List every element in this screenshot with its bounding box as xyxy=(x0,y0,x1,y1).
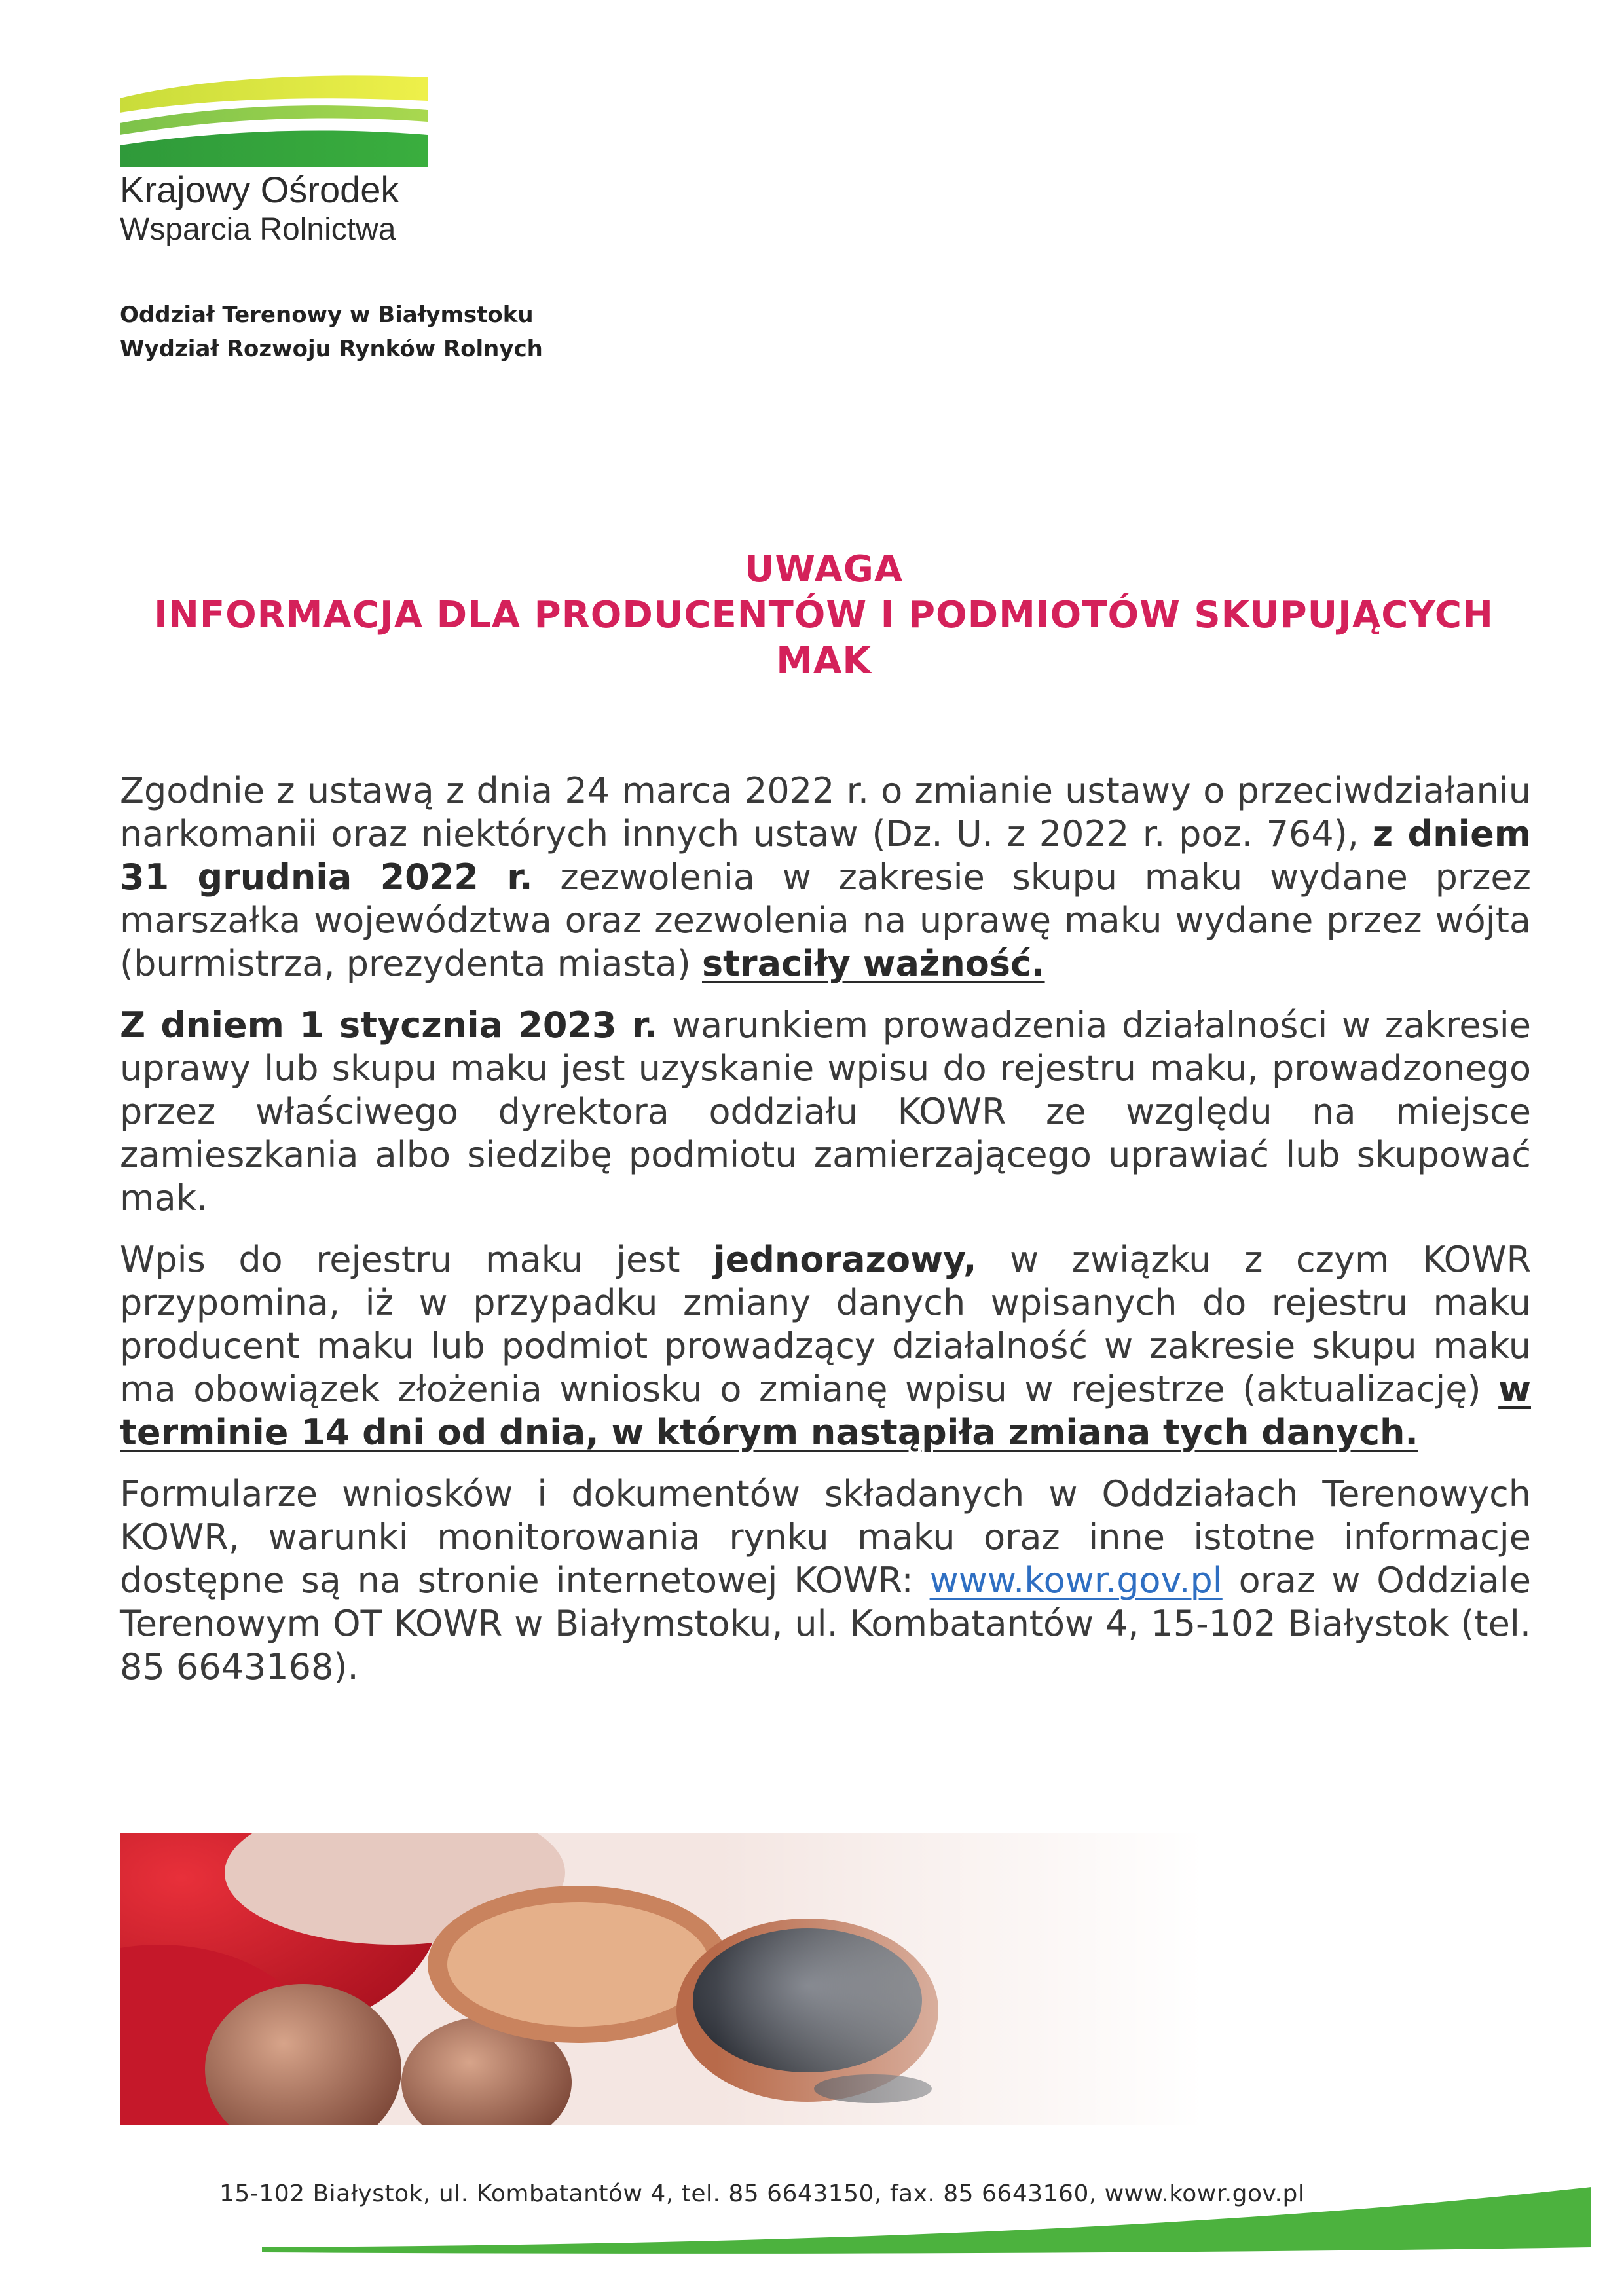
poppy-illustration xyxy=(120,1833,1204,2125)
footer-address: 15-102 Białystok, ul. Kombatantów 4, tel. 85 6643150, fax. 85 6643160, www.kowr.gov.pl xyxy=(219,2180,1305,2207)
headline xyxy=(120,547,1528,684)
department-line2: Wydział Rozwoju Rynków Rolnych xyxy=(120,336,543,362)
paragraph-4-text-b: oraz w Oddziale Terenowym OT KOWR w Białymstoku, ul. Kombatantów 4, 15-102 Białystok (tel. 85 6643168). xyxy=(120,1560,1531,1687)
kowr-logo xyxy=(120,72,428,167)
org-name xyxy=(120,169,399,249)
org-name-line1: Krajowy Ośrodek xyxy=(120,169,399,210)
paragraph-3-text-b: w związku z czym KOWR przypomina, iż w przypadku zmiany danych wpisanych do rejestru maku producent maku lub podmiot prowadzący działalność w zakresie skupu maku ma obowiązek złożenia wniosku o zmianę wpisu w rejestrze (aktualizację) xyxy=(120,1239,1531,1410)
logo-stripes-graphic xyxy=(120,72,428,167)
paragraph-1-text-b: zezwolenia w zakresie skupu maku wydane przez marszałka województwa oraz zezwolenia na uprawę maku wydane przez wójta (burmistrza, prezydenta miasta) xyxy=(120,856,1531,984)
paragraph-2-text: warunkiem prowadzenia działalności w zakresie uprawy lub skupu maku jest uzyskanie wpisu do rejestru maku, prowadzonego przez właściwego dyrektora oddziału KOWR ze względu na miejsce zamieszkania albo siedzibę podmiotu zamierzającego uprawiać lub skupować mak. xyxy=(120,1004,1531,1219)
department-line1: Oddział Terenowy w Białymstoku xyxy=(120,302,534,328)
paragraph-3-text-a: Wpis do rejestru maku jest xyxy=(120,1239,714,1280)
body-text xyxy=(120,769,1531,1707)
paragraph-4 xyxy=(120,1473,1531,1689)
department-block xyxy=(120,298,543,366)
headline-line3: MAK xyxy=(776,640,872,682)
paragraph-4-text-a: Formularze wniosków i dokumentów składanych w Oddziałach Terenowych KOWR, warunki monitorowania rynku maku oraz inne istotne informacje dostępne są na stronie internetowej KOWR: xyxy=(120,1473,1531,1601)
paragraph-3-bold: jednorazowy, xyxy=(713,1239,977,1280)
headline-line2: INFORMACJA DLA PRODUCENTÓW I PODMIOTÓW SKUPUJĄCYCH xyxy=(154,594,1494,636)
paragraph-1-text-a: Zgodnie z ustawą z dnia 24 marca 2022 r. o zmianie ustawy o przeciwdziałaniu narkomanii oraz niektórych innych ustaw (Dz. U. z 2022 r. poz. 764), xyxy=(120,770,1531,854)
paragraph-2 xyxy=(120,1004,1531,1220)
paragraph-1-underlined: straciły ważność. xyxy=(702,943,1045,984)
paragraph-3-underlined: w terminie 14 dni od dnia, w którym nastąpiła zmiana tych danych. xyxy=(120,1368,1531,1453)
paragraph-1 xyxy=(120,769,1531,985)
paragraph-2-bold-date: Z dniem 1 stycznia 2023 r. xyxy=(120,1004,658,1046)
poppy-photo xyxy=(120,1833,1204,2125)
paragraph-1-bold-date: z dniem 31 grudnia 2022 r. xyxy=(120,813,1531,898)
paragraph-3 xyxy=(120,1238,1531,1454)
org-name-line2: Wsparcia Rolnictwa xyxy=(120,212,396,247)
kowr-website-link[interactable]: www.kowr.gov.pl xyxy=(929,1560,1223,1601)
headline-line1: UWAGA xyxy=(744,548,904,591)
